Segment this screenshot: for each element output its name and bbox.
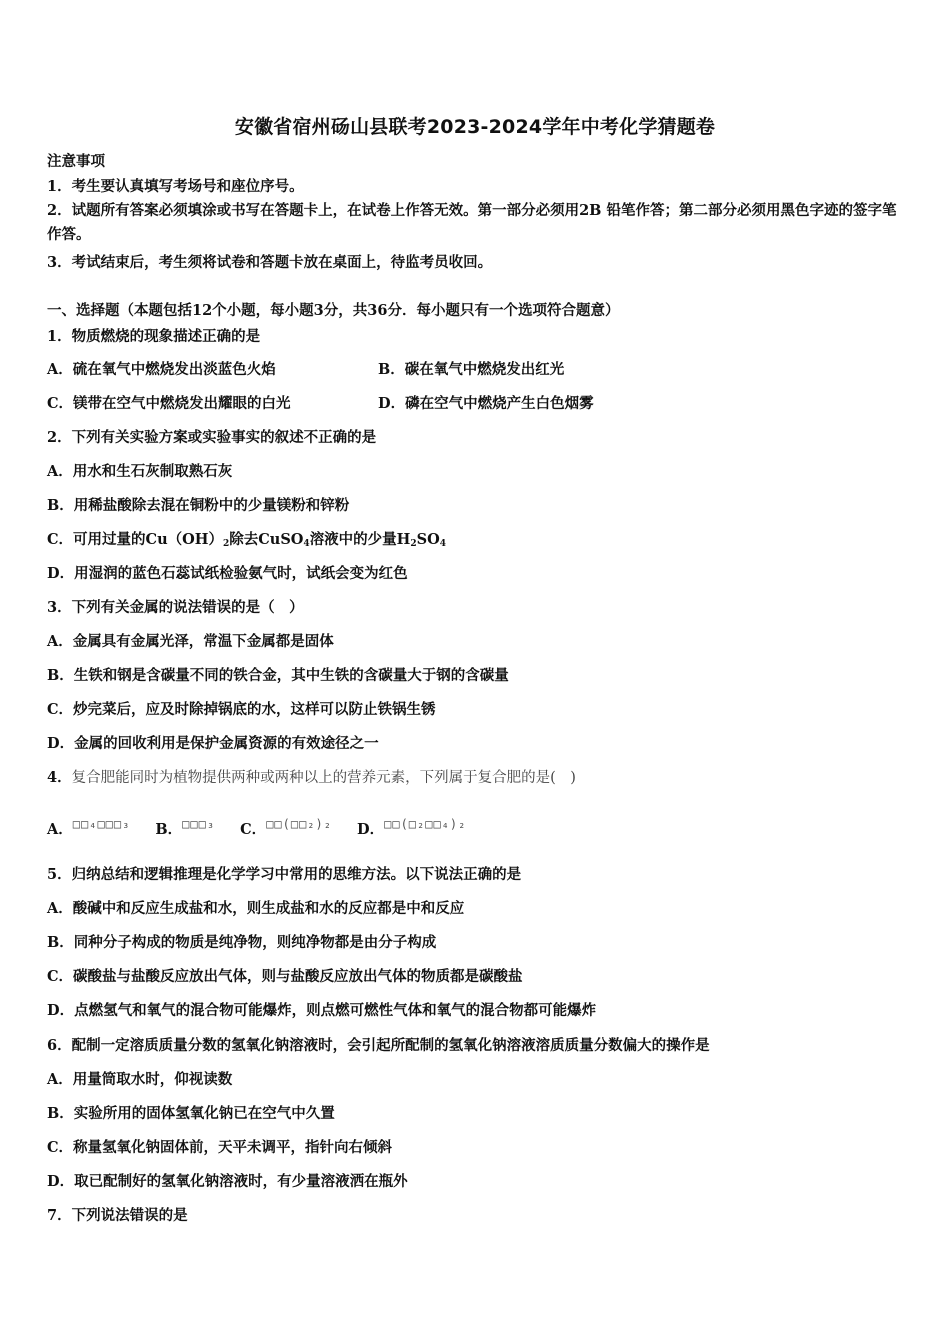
question-6-option-b: B．实验所用的固体氢氧化钠已在空气中久置 (47, 1105, 335, 1122)
question-3-option-a: A．金属具有金属光泽，常温下金属都是固体 (47, 633, 334, 650)
notice-item-2: 2．试题所有答案必须填涂或书写在答题卡上，在试卷上作答无效。第一部分必须用2B 铅笔作答；第二部分必须用黑色字迹的签字笔作答。 (47, 202, 897, 243)
question-1-option-c: C．镁带在空气中燃烧发出耀眼的白光 (47, 395, 291, 412)
question-6-option-d: D．取已配制好的氢氧化钠溶液时，有少量溶液洒在瓶外 (47, 1173, 408, 1190)
question-4-option-a (47, 815, 130, 839)
notice-item-3: 3．考试结束后，考生须将试卷和答题卡放在桌面上，待监考员收回。 (47, 254, 493, 271)
question-5-option-c: C．碳酸盐与盐酸反应放出气体，则与盐酸反应放出气体的物质都是碳酸盐 (47, 968, 523, 985)
question-1-stem: 1．物质燃烧的现象描述正确的是 (47, 328, 261, 345)
question-5-option-d: D．点燃氢气和氧气的混合物可能爆炸，则点燃可燃性气体和氧气的混合物都可能爆炸 (47, 1002, 597, 1019)
section-heading: 一、选择题（本题包括12个小题，每小题3分，共36分．每小题只有一个选项符合题意） (47, 302, 620, 319)
q2c-sub2: 4 (303, 539, 310, 549)
q2c-part2: 除去CuSO (229, 531, 304, 548)
question-2-option-b: B．用稀盐酸除去混在铜粉中的少量镁粉和锌粉 (47, 497, 350, 514)
option-a-label: A． (47, 821, 73, 838)
q2c-sub4: 4 (439, 539, 447, 549)
question-5-option-a: A．酸碱中和反应生成盐和水，则生成盐和水的反应都是中和反应 (47, 900, 465, 917)
question-6-stem: 6．配制一定溶质质量分数的氢氧化钠溶液时，会引起所配制的氢氧化钠溶液溶质质量分数偏大的操作是 (47, 1037, 710, 1054)
question-5-option-b: B．同种分子构成的物质是纯净物，则纯净物都是由分子构成 (47, 934, 437, 951)
page-title: 安徽省宿州砀山县联考2023-2024学年中考化学猜题卷 (234, 116, 716, 138)
option-c-formula: □□(□□₂)₂ (266, 817, 332, 831)
option-d-formula: □□(□₂□□₄)₂ (384, 817, 467, 831)
notice-heading: 注意事项 (47, 153, 105, 170)
question-4-option-c (240, 815, 332, 839)
question-2-option-d: D．用湿润的蓝色石蕊试纸检验氨气时，试纸会变为红色 (47, 565, 408, 582)
question-1-option-b: B．碳在氧气中燃烧发出红光 (378, 361, 565, 378)
question-1-option-d: D．磷在空气中燃烧产生白色烟雾 (378, 395, 594, 412)
question-6-option-a: A．用量筒取水时，仰视读数 (47, 1071, 233, 1088)
option-a-formula: □□₄□□□₃ (72, 817, 131, 831)
question-4-number: 4． (47, 769, 72, 786)
q2c-part1: C．可用过量的Cu（OH） (47, 531, 223, 548)
question-3-option-b: B．生铁和钢是含碳量不同的铁合金，其中生铁的含碳量大于钢的含碳量 (47, 667, 509, 684)
option-b-label: B． (155, 821, 183, 838)
question-3-option-c: C．炒完菜后，应及时除掉锅底的水，这样可以防止铁锅生锈 (47, 701, 436, 718)
option-b-formula: □□□₃ (182, 817, 216, 831)
q2c-sub3: 2 (410, 539, 417, 549)
question-4-option-b (155, 815, 215, 839)
q2c-sub1: 2 (222, 539, 230, 549)
question-4-option-d (357, 815, 466, 839)
question-1-option-a: A．硫在氧气中燃烧发出淡蓝色火焰 (47, 361, 276, 378)
question-4-text: 复合肥能同时为植物提供两种或两种以上的营养元素，下列属于复合肥的是( ) (71, 770, 576, 786)
option-d-label: D． (357, 821, 385, 838)
question-2-option-c (47, 531, 446, 553)
question-3-option-d: D．金属的回收利用是保护金属资源的有效途径之一 (47, 735, 379, 752)
question-2-option-a: A．用水和生石灰制取熟石灰 (47, 463, 233, 480)
notice-item-1: 1．考生要认真填写考场号和座位序号。 (47, 178, 304, 195)
question-5-stem: 5．归纳总结和逻辑推理是化学学习中常用的思维方法。以下说法正确的是 (47, 866, 522, 883)
q2c-part4: SO (416, 531, 440, 548)
question-4-stem (47, 769, 576, 787)
q2c-part3: 溶液中的少量H (309, 531, 411, 548)
question-3-stem: 3．下列有关金属的说法错误的是（ ） (47, 599, 304, 616)
option-c-label: C． (240, 821, 267, 838)
question-2-stem: 2．下列有关实验方案或实验事实的叙述不正确的是 (47, 429, 377, 446)
question-7-stem: 7．下列说法错误的是 (47, 1207, 188, 1224)
question-6-option-c: C．称量氢氧化钠固体前，天平未调平，指针向右倾斜 (47, 1139, 393, 1156)
question-4-options (47, 815, 486, 839)
